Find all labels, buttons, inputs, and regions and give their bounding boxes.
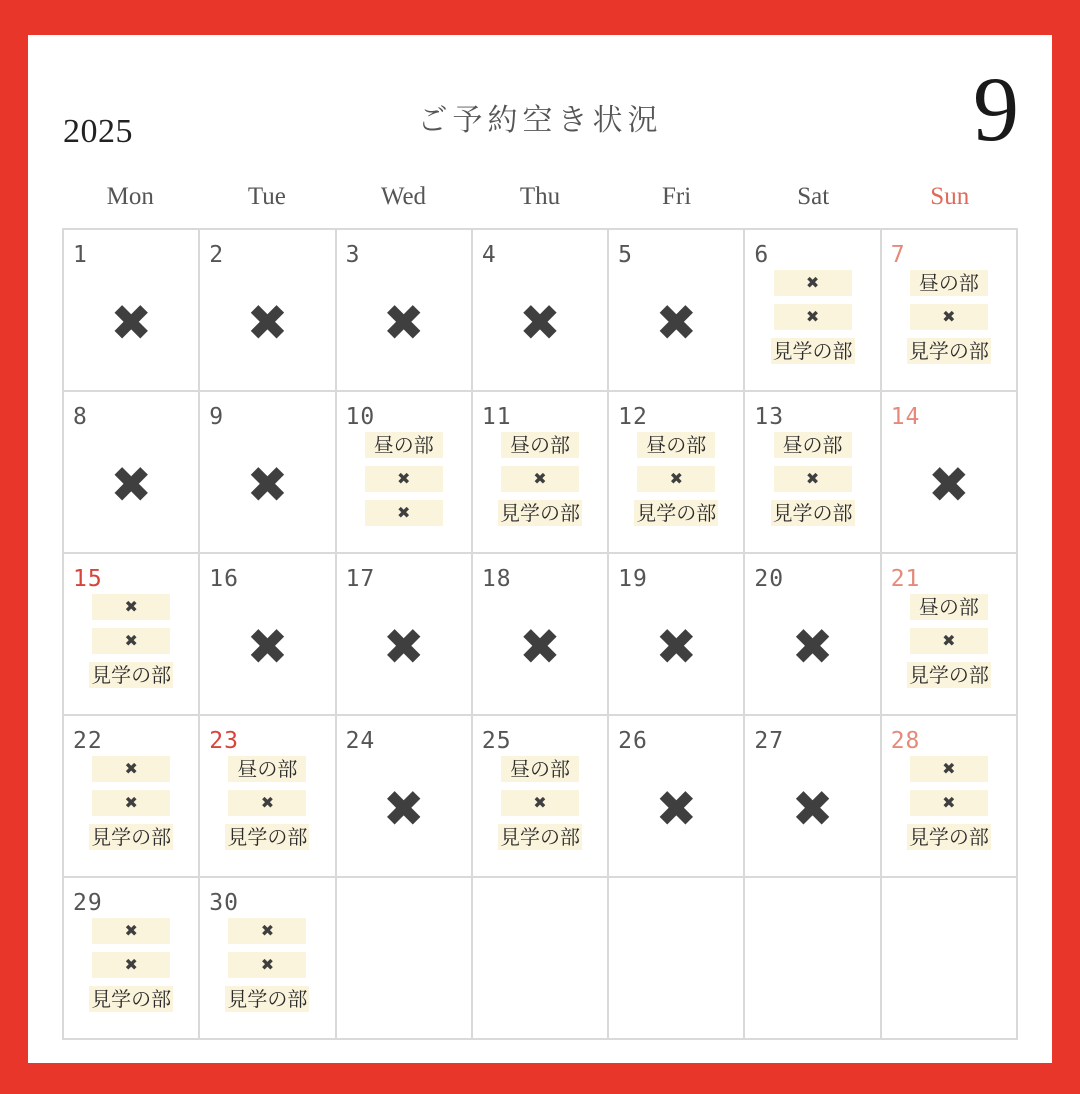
unavailable-slot-icon: ✖ bbox=[228, 918, 306, 944]
fully-booked-icon: ✖ bbox=[519, 293, 561, 352]
day-cell bbox=[473, 554, 609, 716]
empty-day-cell bbox=[882, 878, 1018, 1040]
session-label: 見学の部 bbox=[499, 501, 580, 525]
session-label: 見学の部 bbox=[91, 825, 172, 849]
day-number: 2 bbox=[209, 242, 225, 268]
unavailable-slot-icon: ✖ bbox=[910, 790, 988, 816]
session-label: 昼の部 bbox=[910, 270, 988, 296]
session-label: 昼の部 bbox=[501, 432, 579, 458]
fully-booked-icon: ✖ bbox=[655, 617, 698, 676]
session-list bbox=[64, 594, 198, 688]
session-label: 見学の部 bbox=[908, 663, 989, 687]
unavailable-slot-icon: ✖ bbox=[501, 790, 579, 816]
weekday-thu: Thu bbox=[519, 183, 561, 210]
day-number: 6 bbox=[754, 242, 770, 268]
session-label: 見学の部 bbox=[908, 339, 989, 363]
page-title: ご予約空き状況 bbox=[417, 103, 663, 138]
day-number: 13 bbox=[754, 404, 785, 430]
day-cell bbox=[200, 878, 336, 1040]
day-number: 17 bbox=[345, 566, 376, 592]
day-cell bbox=[473, 392, 609, 554]
day-number: 30 bbox=[209, 890, 239, 916]
session-label: 見学の部 bbox=[227, 987, 308, 1011]
session-label: 昼の部 bbox=[228, 756, 306, 782]
day-cell bbox=[882, 716, 1018, 878]
fully-booked-icon: ✖ bbox=[791, 779, 834, 838]
fully-booked-icon: ✖ bbox=[519, 617, 561, 676]
day-cell bbox=[200, 554, 336, 716]
day-cell bbox=[882, 392, 1018, 554]
fully-booked-icon: ✖ bbox=[655, 779, 698, 838]
session-label: 見学の部 bbox=[772, 501, 853, 525]
unavailable-slot-icon: ✖ bbox=[910, 304, 988, 330]
unavailable-slot-icon: ✖ bbox=[774, 270, 852, 296]
day-cell bbox=[745, 716, 881, 878]
day-cell bbox=[609, 554, 745, 716]
fully-booked-icon: ✖ bbox=[927, 455, 970, 514]
day-cell bbox=[609, 230, 745, 392]
day-number: 9 bbox=[209, 404, 225, 430]
session-label: 見学の部 bbox=[908, 825, 989, 849]
unavailable-slot-icon: ✖ bbox=[92, 594, 170, 620]
fully-booked-icon: ✖ bbox=[246, 617, 289, 676]
empty-day-cell bbox=[745, 878, 881, 1040]
session-list bbox=[64, 756, 198, 850]
session-list bbox=[882, 594, 1016, 688]
session-list bbox=[64, 918, 198, 1012]
day-number: 10 bbox=[345, 404, 376, 430]
unavailable-slot-icon: ✖ bbox=[92, 952, 170, 978]
weekday-sat: Sat bbox=[797, 183, 830, 210]
day-cell bbox=[473, 716, 609, 878]
day-cell bbox=[64, 392, 200, 554]
session-label: 見学の部 bbox=[499, 825, 580, 849]
fully-booked-icon: ✖ bbox=[791, 617, 834, 676]
calendar-card bbox=[28, 35, 1052, 1063]
session-label: 昼の部 bbox=[637, 432, 715, 458]
day-number: 14 bbox=[890, 404, 921, 430]
year-label: 2025 bbox=[63, 113, 133, 150]
day-number: 15 bbox=[73, 566, 103, 592]
weekday-sun: Sun bbox=[930, 183, 970, 210]
session-label: 見学の部 bbox=[636, 501, 717, 525]
day-number: 26 bbox=[618, 728, 648, 754]
month-number: 9 bbox=[973, 58, 1019, 160]
day-number: 19 bbox=[618, 566, 648, 592]
day-number: 28 bbox=[890, 728, 921, 754]
session-label: 昼の部 bbox=[910, 594, 988, 620]
session-list bbox=[200, 756, 334, 850]
day-cell bbox=[337, 716, 473, 878]
unavailable-slot-icon: ✖ bbox=[910, 628, 988, 654]
day-number: 23 bbox=[209, 728, 239, 754]
session-label: 昼の部 bbox=[774, 432, 852, 458]
unavailable-slot-icon: ✖ bbox=[501, 466, 579, 492]
day-cell bbox=[745, 230, 881, 392]
session-list bbox=[200, 918, 334, 1012]
day-cell bbox=[337, 230, 473, 392]
day-number: 24 bbox=[345, 728, 376, 754]
empty-day-cell bbox=[609, 878, 745, 1040]
day-number: 16 bbox=[209, 566, 239, 592]
unavailable-slot-icon: ✖ bbox=[228, 952, 306, 978]
weekday-header bbox=[62, 183, 1018, 211]
day-cell bbox=[609, 716, 745, 878]
unavailable-slot-icon: ✖ bbox=[774, 466, 852, 492]
weekday-fri: Fri bbox=[662, 183, 692, 210]
session-list bbox=[745, 270, 879, 364]
session-label: 昼の部 bbox=[365, 432, 443, 458]
unavailable-slot-icon: ✖ bbox=[637, 466, 715, 492]
weekday-wed: Wed bbox=[380, 183, 427, 210]
fully-booked-icon: ✖ bbox=[382, 617, 425, 676]
day-number: 1 bbox=[73, 242, 88, 268]
fully-booked-icon: ✖ bbox=[110, 455, 153, 514]
day-cell bbox=[473, 230, 609, 392]
day-number: 22 bbox=[73, 728, 103, 754]
unavailable-slot-icon: ✖ bbox=[910, 756, 988, 782]
day-cell bbox=[64, 878, 200, 1040]
day-cell bbox=[200, 716, 336, 878]
day-number: 12 bbox=[618, 404, 648, 430]
unavailable-slot-icon: ✖ bbox=[774, 304, 852, 330]
session-label: 見学の部 bbox=[772, 339, 853, 363]
session-list bbox=[745, 432, 879, 526]
unavailable-slot-icon: ✖ bbox=[92, 628, 170, 654]
unavailable-slot-icon: ✖ bbox=[92, 756, 170, 782]
fully-booked-icon: ✖ bbox=[655, 293, 698, 352]
fully-booked-icon: ✖ bbox=[110, 293, 153, 352]
day-cell bbox=[64, 554, 200, 716]
session-label: 見学の部 bbox=[227, 825, 308, 849]
day-cell bbox=[882, 230, 1018, 392]
session-list bbox=[473, 432, 607, 526]
day-cell bbox=[64, 230, 200, 392]
day-number: 18 bbox=[481, 566, 512, 592]
fully-booked-icon: ✖ bbox=[246, 293, 289, 352]
day-number: 29 bbox=[73, 890, 103, 916]
session-label: 見学の部 bbox=[91, 987, 172, 1011]
fully-booked-icon: ✖ bbox=[382, 779, 425, 838]
day-number: 25 bbox=[481, 728, 512, 754]
day-cell bbox=[64, 716, 200, 878]
unavailable-slot-icon: ✖ bbox=[92, 918, 170, 944]
day-cell bbox=[200, 230, 336, 392]
session-list bbox=[882, 270, 1016, 364]
session-label: 見学の部 bbox=[91, 663, 172, 687]
fully-booked-icon: ✖ bbox=[246, 455, 289, 514]
calendar-grid bbox=[62, 228, 1018, 1040]
session-list bbox=[473, 756, 607, 850]
fully-booked-icon: ✖ bbox=[382, 293, 425, 352]
empty-day-cell bbox=[337, 878, 473, 1040]
day-number: 11 bbox=[481, 404, 512, 430]
empty-day-cell bbox=[473, 878, 609, 1040]
unavailable-slot-icon: ✖ bbox=[365, 466, 443, 492]
day-cell bbox=[200, 392, 336, 554]
day-cell bbox=[609, 392, 745, 554]
day-number: 4 bbox=[481, 242, 497, 268]
day-number: 20 bbox=[754, 566, 785, 592]
day-number: 7 bbox=[890, 242, 906, 268]
weekday-tue: Tue bbox=[247, 183, 286, 210]
weekday-mon: Mon bbox=[106, 183, 154, 210]
unavailable-slot-icon: ✖ bbox=[228, 790, 306, 816]
day-number: 5 bbox=[618, 242, 633, 268]
session-list bbox=[882, 756, 1016, 850]
unavailable-slot-icon: ✖ bbox=[92, 790, 170, 816]
day-number: 27 bbox=[754, 728, 785, 754]
session-list bbox=[609, 432, 743, 526]
day-cell bbox=[337, 554, 473, 716]
day-number: 21 bbox=[890, 566, 921, 592]
day-cell bbox=[882, 554, 1018, 716]
session-label: 昼の部 bbox=[501, 756, 579, 782]
day-cell bbox=[745, 554, 881, 716]
session-list bbox=[337, 432, 471, 526]
day-number: 8 bbox=[73, 404, 88, 430]
unavailable-slot-icon: ✖ bbox=[365, 500, 443, 526]
day-cell bbox=[745, 392, 881, 554]
day-number: 3 bbox=[345, 242, 361, 268]
day-cell bbox=[337, 392, 473, 554]
